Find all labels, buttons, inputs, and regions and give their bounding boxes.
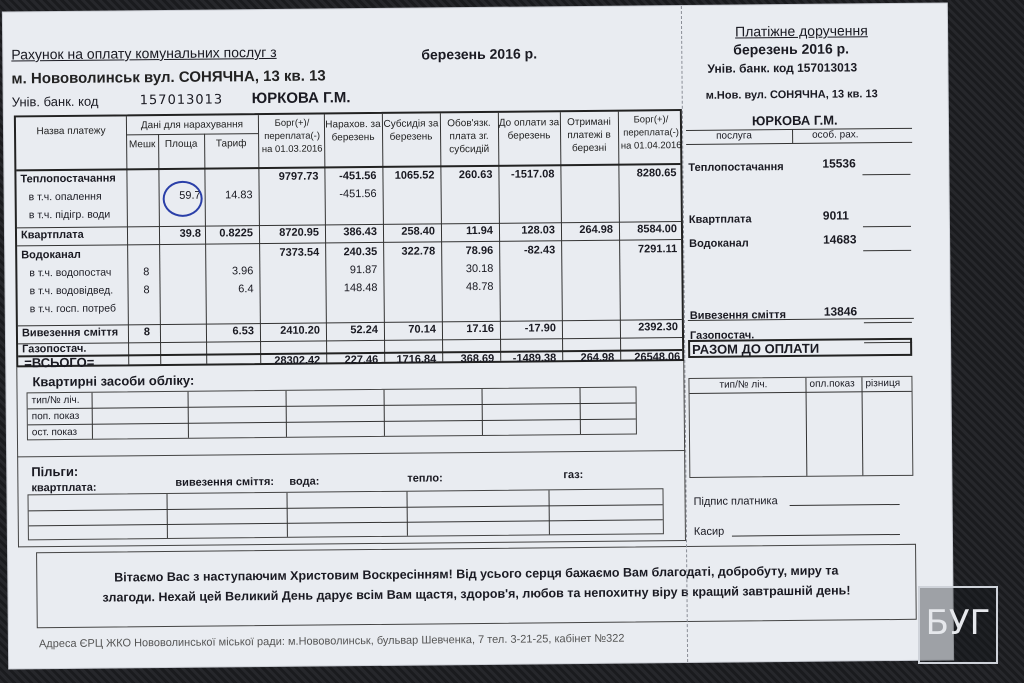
cell-mandatory: 48.78 — [465, 280, 494, 294]
order-item-account: 9011 — [822, 208, 849, 223]
greeting-box — [36, 544, 917, 628]
cell-accrued: 386.43 — [343, 225, 378, 239]
cell-subsidy: 1065.52 — [394, 169, 435, 182]
total-received: 264.98 — [580, 351, 615, 365]
cell-debt-start: 7373.54 — [279, 246, 320, 259]
cell-area: 59.7 — [179, 189, 201, 202]
cell-tariff: 6.53 — [232, 325, 255, 338]
cell-accrued: 148.48 — [343, 281, 378, 295]
cell-mandatory: 78.96 — [465, 244, 494, 258]
order-item-account: 13846 — [823, 304, 858, 319]
row-name: в т.ч. підігр. води — [28, 208, 111, 222]
bank-label: Унів. банк. код — [11, 93, 99, 110]
cell-accrued: 52.24 — [350, 323, 378, 337]
cell-debt-end: 8280.65 — [636, 167, 677, 180]
cell-accrued: -451.56 — [339, 169, 377, 183]
total-mandatory: 368.69 — [460, 352, 495, 366]
order-payer-name: ЮРКОВА Г.М. — [751, 112, 838, 129]
meter-row-last: ост. показ — [31, 426, 78, 439]
total-debt-start: 28302.42 — [274, 354, 321, 367]
order-item-name: Теплопостачання — [688, 161, 784, 174]
header-area: Площа — [164, 138, 198, 150]
benefit-garbage: вивезення сміття: — [175, 475, 275, 489]
cell-area: 39.8 — [179, 227, 202, 240]
order-meter-col-type: тип/№ ліч. — [719, 379, 768, 391]
cell-mandatory: 17.16 — [466, 322, 494, 336]
order-item-name: Водоканал — [689, 237, 749, 250]
bank-code: 157013013 — [139, 92, 224, 109]
charges-table — [14, 109, 684, 371]
header-service: Назва платежу — [36, 125, 106, 138]
row-name: Водоканал — [21, 248, 81, 262]
row-name: Газопостач. — [22, 342, 87, 356]
cell-people: 8 — [143, 284, 150, 297]
cell-subsidy: 258.40 — [401, 225, 436, 238]
cell-accrued: -451.56 — [339, 187, 377, 201]
cell-to-pay: -1517.08 — [510, 168, 555, 181]
order-period: березень 2016 р. — [733, 40, 850, 58]
order-total-label: РАЗОМ ДО ОПЛАТИ — [692, 340, 820, 357]
cell-debt-end: 7291.11 — [637, 243, 678, 256]
header-to-pay: До оплати за березень — [498, 117, 560, 142]
header-tariff: Тариф — [215, 138, 247, 150]
benefits-title: Пільги: — [31, 463, 79, 480]
order-meter-col-diff: різниця — [865, 377, 901, 390]
header-debt-end: Борг(+)/ переплата(-) на 01.04.2016 — [620, 114, 682, 152]
meters-grid — [27, 386, 637, 440]
row-name: в т.ч. опалення — [28, 190, 102, 204]
cell-debt-start: 8720.95 — [279, 226, 320, 239]
signature-label: Підпис платника — [693, 495, 778, 508]
header-people: Мешк — [128, 139, 156, 151]
order-col-service: послуга — [716, 130, 752, 142]
order-item-name: Вивезення сміття — [689, 309, 787, 322]
cell-received: 264.98 — [579, 223, 614, 237]
benefit-water: вода: — [289, 475, 320, 488]
bill-period: березень 2016 р. — [421, 45, 538, 63]
cell-tariff: 6.4 — [238, 283, 254, 296]
greeting-line-2: злагоди. Нехай цей Великий День дарує всім Вам щастя, здоров'я, любов та непохитну віру в кращий завтрашній день! — [102, 583, 851, 605]
row-name: Вивезення сміття — [21, 326, 119, 340]
meter-row-type: тип/№ ліч. — [31, 394, 80, 407]
cell-to-pay: -82.43 — [523, 244, 556, 257]
order-item-line — [863, 226, 911, 227]
cell-accrued: 240.35 — [343, 245, 378, 259]
row-name: в т.ч. госп. потреб — [29, 302, 117, 316]
cell-debt-start: 9797.73 — [278, 170, 319, 183]
logo-text: БУГ — [925, 603, 991, 643]
header-accrued: Нарахов. за березень — [325, 118, 381, 144]
cell-accrued: 91.87 — [349, 263, 378, 277]
row-name: Квартплата — [20, 228, 84, 242]
benefit-gas: газ: — [563, 468, 584, 482]
total-subsidy: 1716.84 — [396, 353, 437, 366]
cell-subsidy: 70.14 — [408, 323, 436, 336]
benefit-heat: тепло: — [407, 472, 443, 485]
cell-mandatory: 30.18 — [465, 262, 494, 276]
cell-tariff: 3.96 — [231, 265, 254, 278]
order-total-box — [688, 338, 912, 358]
order-col-account: особ. рах. — [812, 129, 859, 141]
cell-people: 8 — [143, 266, 150, 279]
payer-name: ЮРКОВА Г.М. — [251, 89, 351, 108]
row-name: в т.ч. водопостач — [29, 266, 112, 280]
cell-tariff: 0.8225 — [219, 227, 254, 240]
cell-tariff: 14.83 — [225, 189, 253, 202]
order-bank-line: Унів. банк. код 157013013 — [707, 60, 858, 76]
cell-to-pay: 128.03 — [521, 224, 556, 237]
cell-debt-start: 2410.20 — [280, 324, 320, 337]
meters-title: Квартирні засоби обліку: — [32, 372, 195, 390]
order-meter-col-paid: опл.показ — [809, 378, 855, 390]
bill-title: Рахунок на оплату комунальних послуг з — [11, 43, 277, 63]
total-to-pay: -1489.38 — [512, 352, 557, 365]
header-received: Отримані платежі в березні — [567, 116, 611, 155]
row-name: в т.ч. водовідвед. — [29, 284, 114, 298]
bill-address: м. Нововолинськ вул. СОНЯЧНА, 13 кв. 13 — [11, 67, 326, 88]
order-item-name: Квартплата — [688, 213, 752, 226]
greeting-line-1: Вітаємо Вас з наступаючим Христовим Воскресінням! Від усього серця бажаємо Вам благодаті, добробуту, миру та — [114, 563, 839, 585]
order-title: Платіжне доручення — [735, 22, 868, 40]
order-meters-grid — [688, 376, 913, 478]
total-debt-end: 26548.06 — [634, 351, 681, 364]
handwritten-circle-mark — [162, 181, 202, 217]
cell-mandatory: 11.94 — [466, 224, 494, 238]
cashier-label: Касир — [693, 525, 725, 538]
header-debt-start: Борг(+)/ переплата(-) на 01.03.2016 — [261, 117, 323, 156]
cell-to-pay: -17.90 — [524, 322, 556, 335]
meter-row-prev: поп. показ — [31, 410, 80, 423]
total-accrued: 227.46 — [344, 353, 379, 367]
cell-debt-end: 2392.30 — [638, 321, 678, 334]
footer-address: Адреса ЄРЦ ЖКО Нововолинської міської ради: м.Нововолинськ, бульвар Шевченка, 7 тел. 3-21-25, кабінет №322 — [38, 632, 625, 651]
row-name: Теплопостачання — [20, 172, 116, 186]
order-item-line — [862, 174, 910, 175]
benefit-rent: квартплата: — [31, 481, 97, 495]
cell-subsidy: 322.78 — [401, 245, 436, 258]
order-item-account: 15536 — [822, 156, 856, 171]
header-subsidy: Субсидія за березень — [383, 118, 439, 143]
order-item-line — [864, 322, 912, 323]
order-item-line — [863, 250, 911, 251]
cell-people: 8 — [143, 326, 151, 339]
cell-debt-end: 8584.00 — [637, 223, 678, 236]
utility-bill-paper — [3, 3, 953, 668]
cell-mandatory: 260.63 — [458, 168, 493, 182]
total-label: =ВСЬОГО= — [24, 354, 95, 371]
order-address: м.Нов. вул. СОНЯЧНА, 13 кв. 13 — [705, 88, 878, 102]
order-table — [686, 128, 914, 342]
bug-logo — [918, 586, 998, 664]
header-days-group: Дані для нарахування — [140, 119, 244, 132]
order-item-name: Газопостач. — [689, 329, 755, 342]
cashier-line — [732, 534, 900, 537]
benefits-grid — [27, 488, 663, 540]
header-mandatory: Обов'язк. плата зг. субсидій — [447, 117, 491, 156]
order-item-account: 14683 — [823, 232, 857, 247]
signature-line — [790, 504, 900, 506]
